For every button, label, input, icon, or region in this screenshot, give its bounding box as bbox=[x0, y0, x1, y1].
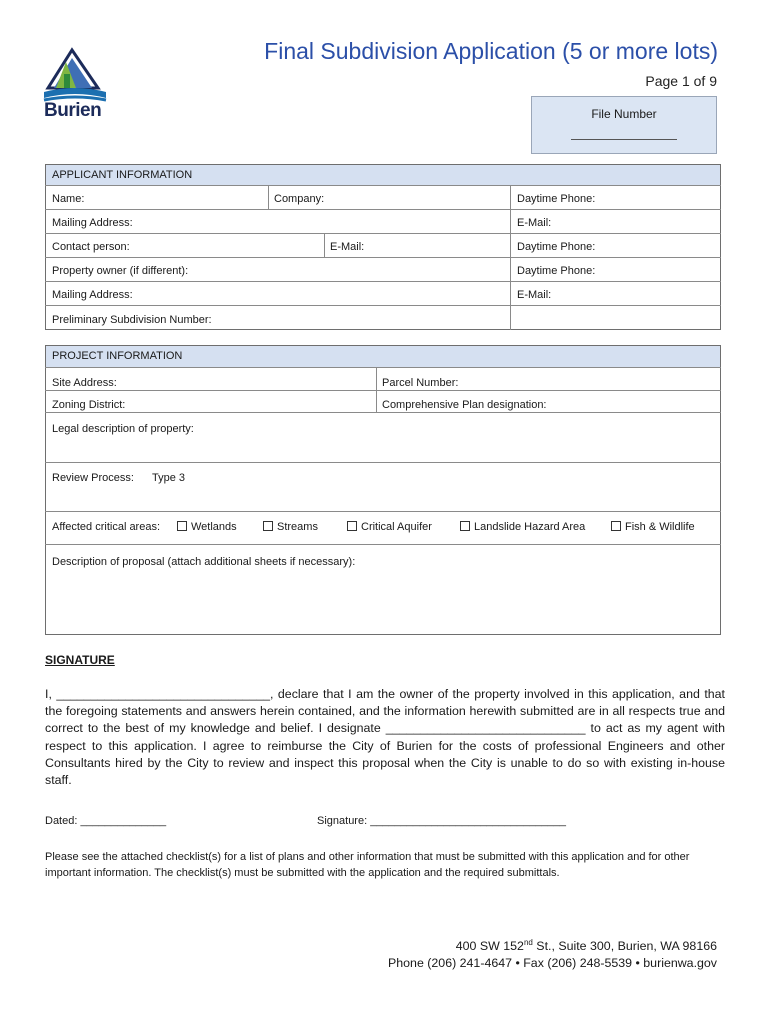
landslide-hazard-checkbox[interactable]: Landslide Hazard Area bbox=[460, 521, 585, 533]
critical-aquifer-checkbox[interactable]: Critical Aquifer bbox=[347, 521, 432, 533]
footer-contact: Phone (206) 241-4647 • Fax (206) 248-5539 • burienwa.gov bbox=[388, 956, 717, 970]
checklist-note: Please see the attached checklist(s) for a list of plans and other information that must be submitted with this application and for other important information. The checklist(s) must be submitted with the application and the required submittals. bbox=[45, 851, 690, 879]
divider bbox=[45, 412, 721, 413]
proposal-description-field[interactable]: Description of proposal (attach additional sheets if necessary): bbox=[52, 556, 356, 568]
property-owner-field[interactable]: Property owner (if different): bbox=[52, 265, 189, 277]
parcel-number-field[interactable]: Parcel Number: bbox=[382, 377, 459, 389]
divider bbox=[45, 233, 721, 234]
divider bbox=[268, 185, 269, 209]
review-process-value: Type 3 bbox=[152, 472, 186, 484]
dated-field[interactable]: Dated: ______________ bbox=[45, 815, 167, 827]
file-number-label: File Number bbox=[591, 107, 657, 121]
review-process-label: Review Process: bbox=[52, 472, 134, 484]
signature-heading: SIGNATURE bbox=[45, 653, 115, 667]
fish-wildlife-checkbox[interactable]: Fish & Wildlife bbox=[611, 521, 695, 533]
divider bbox=[45, 257, 721, 258]
file-number-line bbox=[571, 139, 677, 140]
checkbox-icon[interactable] bbox=[347, 521, 357, 531]
divider bbox=[45, 209, 721, 210]
divider bbox=[324, 233, 325, 257]
divider bbox=[510, 185, 511, 330]
page-number: Page 1 of 9 bbox=[645, 73, 717, 89]
company-field[interactable]: Company: bbox=[274, 193, 325, 205]
preliminary-subdivision-field[interactable]: Preliminary Subdivision Number: bbox=[52, 314, 212, 326]
divider bbox=[45, 305, 721, 306]
critical-areas-label: Affected critical areas: bbox=[52, 521, 161, 533]
zoning-district-field[interactable]: Zoning District: bbox=[52, 399, 126, 411]
mailing-address-field[interactable]: Mailing Address: bbox=[52, 217, 133, 229]
page-title: Final Subdivision Application (5 or more lots) bbox=[264, 38, 718, 64]
project-heading: PROJECT INFORMATION bbox=[46, 346, 720, 367]
divider bbox=[45, 544, 721, 545]
checkbox-icon[interactable] bbox=[611, 521, 621, 531]
name-field[interactable]: Name: bbox=[52, 193, 85, 205]
owner-email-field[interactable]: E-Mail: bbox=[517, 289, 552, 301]
site-address-field[interactable]: Site Address: bbox=[52, 377, 117, 389]
daytime-phone-field[interactable]: Daytime Phone: bbox=[517, 193, 596, 205]
contact-email-field[interactable]: E-Mail: bbox=[330, 241, 365, 253]
checkbox-icon[interactable] bbox=[460, 521, 470, 531]
divider bbox=[45, 511, 721, 512]
contact-person-field[interactable]: Contact person: bbox=[52, 241, 130, 253]
email-field[interactable]: E-Mail: bbox=[517, 217, 552, 229]
owner-mailing-address-field[interactable]: Mailing Address: bbox=[52, 289, 133, 301]
file-number-box[interactable] bbox=[531, 96, 717, 154]
divider bbox=[45, 462, 721, 463]
streams-checkbox[interactable]: Streams bbox=[263, 521, 318, 533]
declaration-paragraph: I, _______________________________, declare that I am the owner of the property involved in this application, and that the foregoing statements and answers herein contained, and the information herewith submitted are in all respects true and correct to the best of my knowledge and belief. I designate _____________________________ to act as my agent with respect to this application. I agree to reimburse the City of Burien for the costs of professional Engineers and other Consultants hired by the City to review and inspect this proposal when the City is unable to do so with existing in-house staff. bbox=[45, 687, 725, 788]
footer-address: 400 SW 152nd St., Suite 300, Burien, WA 98166 bbox=[455, 938, 717, 954]
signature-field[interactable]: Signature: ________________________________ bbox=[317, 815, 566, 827]
divider bbox=[376, 367, 377, 412]
legal-description-field[interactable]: Legal description of property: bbox=[52, 423, 194, 435]
applicant-heading: APPLICANT INFORMATION bbox=[46, 165, 720, 185]
logo-text: Burien bbox=[44, 100, 102, 121]
comp-plan-field[interactable]: Comprehensive Plan designation: bbox=[382, 399, 547, 411]
divider bbox=[45, 185, 721, 186]
divider bbox=[45, 281, 721, 282]
divider bbox=[45, 367, 721, 368]
owner-phone-field[interactable]: Daytime Phone: bbox=[517, 265, 596, 277]
divider bbox=[45, 390, 721, 391]
contact-phone-field[interactable]: Daytime Phone: bbox=[517, 241, 596, 253]
wetlands-checkbox[interactable]: Wetlands bbox=[177, 521, 237, 533]
checkbox-icon[interactable] bbox=[177, 521, 187, 531]
checkbox-icon[interactable] bbox=[263, 521, 273, 531]
